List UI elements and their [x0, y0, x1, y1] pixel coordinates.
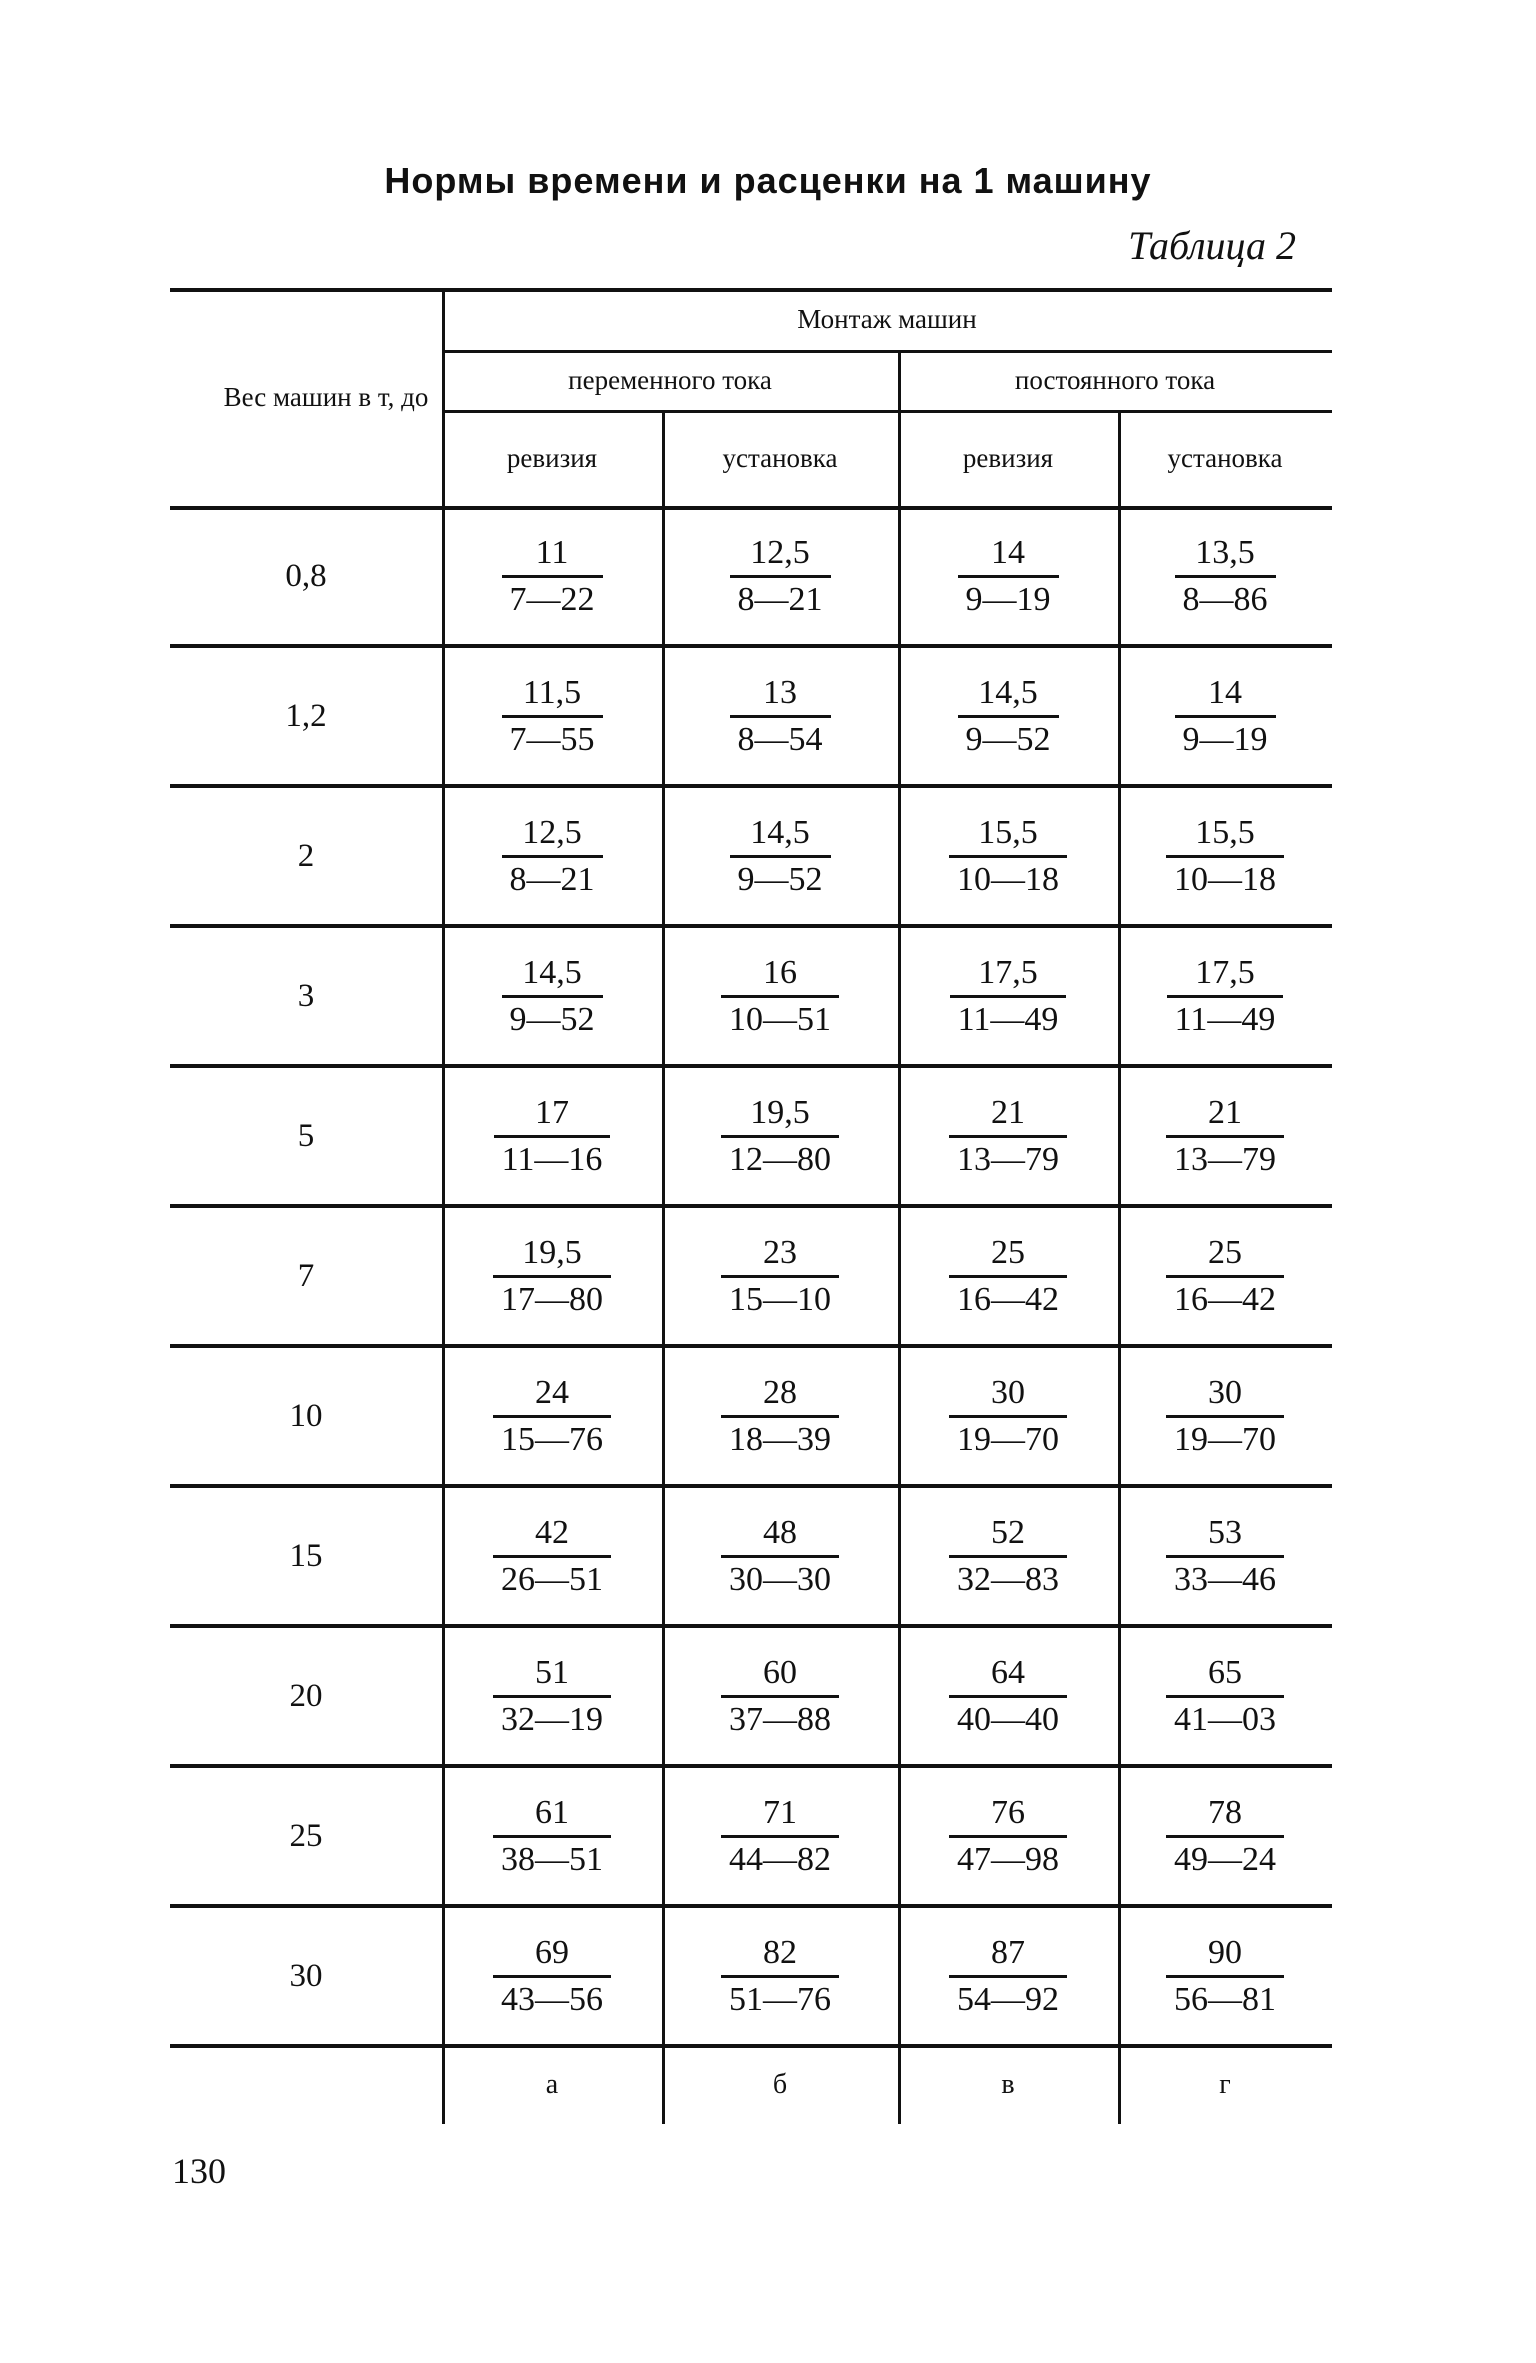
weight-label: 25	[289, 1817, 323, 1854]
norm-price-fraction	[1166, 1794, 1284, 1878]
price-rate: 7—22	[502, 575, 603, 618]
time-norm: 17	[535, 1094, 569, 1132]
norm-price-fraction	[1175, 674, 1276, 758]
price-rate: 8—54	[730, 715, 831, 758]
price-rate: 56—81	[1166, 1975, 1284, 2018]
table-cell	[442, 646, 662, 786]
table-cell	[662, 926, 898, 1066]
price-rate: 32—19	[493, 1695, 611, 1738]
table-cell	[442, 1906, 662, 2046]
time-norm: 87	[991, 1934, 1025, 1972]
table-cell	[662, 786, 898, 926]
norm-price-fraction	[721, 1654, 839, 1738]
weight-label: 15	[289, 1537, 323, 1574]
norm-price-fraction	[1166, 1654, 1284, 1738]
price-rate: 15—76	[493, 1415, 611, 1458]
norm-price-fraction	[1166, 1934, 1284, 2018]
page-title: Нормы времени и расценки на 1 машину	[384, 160, 1152, 201]
table-cell	[1118, 506, 1332, 646]
time-norm: 21	[991, 1094, 1025, 1132]
norm-price-fraction	[493, 1794, 611, 1878]
time-norm: 30	[1208, 1374, 1242, 1412]
price-rate: 8—21	[730, 575, 831, 618]
time-norm: 14,5	[522, 954, 582, 992]
table-cell	[898, 1346, 1118, 1486]
time-norm: 82	[763, 1934, 797, 1972]
norm-price-fraction	[493, 1234, 611, 1318]
norm-price-fraction	[1166, 1514, 1284, 1598]
time-norm: 52	[991, 1514, 1025, 1552]
norms-table	[170, 288, 1332, 2122]
table-cell	[898, 1766, 1118, 1906]
table-cell	[442, 1206, 662, 1346]
table-cell	[898, 926, 1118, 1066]
time-norm: 15,5	[1195, 814, 1255, 852]
norm-price-fraction	[949, 1794, 1067, 1878]
price-rate: 32—83	[949, 1555, 1067, 1598]
norm-price-fraction	[730, 534, 831, 618]
time-norm: 11	[535, 534, 569, 572]
norm-price-fraction	[721, 1234, 839, 1318]
time-norm: 14	[1208, 674, 1242, 712]
price-rate: 7—55	[502, 715, 603, 758]
price-rate: 43—56	[493, 1975, 611, 2018]
weight-label: 2	[297, 837, 315, 874]
table-cell	[898, 1206, 1118, 1346]
table-cell	[1118, 1626, 1332, 1766]
column-letter: а	[545, 2069, 559, 2100]
time-norm: 19,5	[522, 1234, 582, 1272]
row-header: Вес машин в т, до	[223, 381, 429, 412]
norm-price-fraction	[502, 954, 603, 1038]
price-rate: 16—42	[949, 1275, 1067, 1318]
table-cell	[662, 506, 898, 646]
norm-price-fraction	[949, 1654, 1067, 1738]
norm-price-fraction	[1166, 1094, 1284, 1178]
norm-price-fraction	[949, 1374, 1067, 1458]
price-rate: 9—52	[730, 855, 831, 898]
price-rate: 9—52	[958, 715, 1059, 758]
table-cell	[662, 1486, 898, 1626]
price-rate: 11—49	[950, 995, 1067, 1038]
table-cell	[1118, 1066, 1332, 1206]
price-rate: 10—18	[949, 855, 1067, 898]
column-header: установка	[722, 442, 838, 473]
norm-price-fraction	[1167, 954, 1284, 1038]
price-rate: 16—42	[1166, 1275, 1284, 1318]
price-rate: 12—80	[721, 1135, 839, 1178]
norm-price-fraction	[730, 674, 831, 758]
table-cell	[442, 786, 662, 926]
time-norm: 19,5	[750, 1094, 810, 1132]
table-cell	[898, 1906, 1118, 2046]
norm-price-fraction	[1175, 534, 1276, 618]
price-rate: 13—79	[1166, 1135, 1284, 1178]
table-cell	[442, 1486, 662, 1626]
norm-price-fraction	[1166, 814, 1284, 898]
time-norm: 71	[763, 1794, 797, 1832]
time-norm: 28	[763, 1374, 797, 1412]
time-norm: 69	[535, 1934, 569, 1972]
weight-label: 10	[289, 1397, 323, 1434]
weight-label: 30	[289, 1957, 323, 1994]
time-norm: 24	[535, 1374, 569, 1412]
time-norm: 14	[991, 534, 1025, 572]
time-norm: 65	[1208, 1654, 1242, 1692]
table-cell	[898, 1626, 1118, 1766]
weight-label: 0,8	[285, 557, 327, 594]
price-rate: 11—16	[494, 1135, 611, 1178]
norm-price-fraction	[958, 534, 1059, 618]
table-cell	[662, 1066, 898, 1206]
price-rate: 8—21	[502, 855, 603, 898]
price-rate: 9—19	[1175, 715, 1276, 758]
time-norm: 14,5	[750, 814, 810, 852]
price-rate: 44—82	[721, 1835, 839, 1878]
price-rate: 33—46	[1166, 1555, 1284, 1598]
time-norm: 17,5	[978, 954, 1038, 992]
price-rate: 41—03	[1166, 1695, 1284, 1738]
table-cell	[442, 926, 662, 1066]
norm-price-fraction	[493, 1514, 611, 1598]
norm-price-fraction	[721, 1514, 839, 1598]
norm-price-fraction	[1166, 1374, 1284, 1458]
time-norm: 53	[1208, 1514, 1242, 1552]
table-cell	[898, 1066, 1118, 1206]
table-cell	[662, 1206, 898, 1346]
norm-price-fraction	[721, 1094, 839, 1178]
norm-price-fraction	[949, 814, 1067, 898]
price-rate: 10—18	[1166, 855, 1284, 898]
norm-price-fraction	[1166, 1234, 1284, 1318]
column-letter: в	[1001, 2069, 1015, 2100]
table-cell	[662, 1626, 898, 1766]
price-rate: 49—24	[1166, 1835, 1284, 1878]
column-header: ревизия	[506, 442, 598, 473]
table-cell	[1118, 786, 1332, 926]
time-norm: 64	[991, 1654, 1025, 1692]
table-cell	[1118, 1906, 1332, 2046]
time-norm: 15,5	[978, 814, 1038, 852]
table-cell	[442, 1626, 662, 1766]
norm-price-fraction	[950, 954, 1067, 1038]
price-rate: 54—92	[949, 1975, 1067, 2018]
table-cell	[662, 646, 898, 786]
table-cell	[1118, 646, 1332, 786]
table-cell	[1118, 1346, 1332, 1486]
weight-label: 3	[297, 977, 315, 1014]
norm-price-fraction	[730, 814, 831, 898]
norm-price-fraction	[949, 1234, 1067, 1318]
time-norm: 13	[763, 674, 797, 712]
time-norm: 12,5	[750, 534, 810, 572]
table-cell	[898, 1486, 1118, 1626]
time-norm: 60	[763, 1654, 797, 1692]
time-norm: 76	[991, 1794, 1025, 1832]
time-norm: 23	[763, 1234, 797, 1272]
time-norm: 25	[1208, 1234, 1242, 1272]
price-rate: 10—51	[721, 995, 839, 1038]
price-rate: 13—79	[949, 1135, 1067, 1178]
table-cell	[1118, 1766, 1332, 1906]
norm-price-fraction	[493, 1934, 611, 2018]
norm-price-fraction	[721, 1794, 839, 1878]
price-rate: 9—19	[958, 575, 1059, 618]
column-header: ревизия	[962, 442, 1054, 473]
table-cell	[1118, 1486, 1332, 1626]
time-norm: 51	[535, 1654, 569, 1692]
time-norm: 13,5	[1195, 534, 1255, 572]
table-cell	[898, 506, 1118, 646]
price-rate: 37—88	[721, 1695, 839, 1738]
time-norm: 25	[991, 1234, 1025, 1272]
table-cell	[898, 646, 1118, 786]
norm-price-fraction	[493, 1374, 611, 1458]
price-rate: 47—98	[949, 1835, 1067, 1878]
weight-label: 1,2	[285, 697, 327, 734]
price-rate: 18—39	[721, 1415, 839, 1458]
column-letter: г	[1219, 2069, 1231, 2100]
norm-price-fraction	[493, 1654, 611, 1738]
column-header: установка	[1167, 442, 1283, 473]
group-header: Монтаж машин	[797, 303, 977, 334]
table-label: Таблица 2	[1128, 223, 1296, 268]
time-norm: 11,5	[522, 674, 582, 712]
time-norm: 90	[1208, 1934, 1242, 1972]
norm-price-fraction	[721, 954, 839, 1038]
price-rate: 30—30	[721, 1555, 839, 1598]
time-norm: 21	[1208, 1094, 1242, 1132]
subgroup-header-ac: переменного тока	[568, 364, 772, 395]
time-norm: 78	[1208, 1794, 1242, 1832]
time-norm: 14,5	[978, 674, 1038, 712]
price-rate: 51—76	[721, 1975, 839, 2018]
subgroup-header-dc: постоянного тока	[1014, 364, 1216, 395]
time-norm: 61	[535, 1794, 569, 1832]
table-cell	[1118, 1206, 1332, 1346]
table-cell	[442, 506, 662, 646]
time-norm: 42	[535, 1514, 569, 1552]
price-rate: 40—40	[949, 1695, 1067, 1738]
weight-label: 5	[297, 1117, 315, 1154]
price-rate: 19—70	[949, 1415, 1067, 1458]
table-cell	[662, 1906, 898, 2046]
table-cell	[442, 1346, 662, 1486]
price-rate: 15—10	[721, 1275, 839, 1318]
price-rate: 11—49	[1167, 995, 1284, 1038]
time-norm: 17,5	[1195, 954, 1255, 992]
column-letter: б	[772, 2069, 788, 2100]
table-cell	[1118, 926, 1332, 1066]
price-rate: 8—86	[1175, 575, 1276, 618]
price-rate: 19—70	[1166, 1415, 1284, 1458]
price-rate: 38—51	[493, 1835, 611, 1878]
price-rate: 17—80	[493, 1275, 611, 1318]
norm-price-fraction	[721, 1934, 839, 2018]
time-norm: 12,5	[522, 814, 582, 852]
norm-price-fraction	[721, 1374, 839, 1458]
table-cell	[898, 786, 1118, 926]
time-norm: 48	[763, 1514, 797, 1552]
table-cell	[442, 1766, 662, 1906]
weight-label: 20	[289, 1677, 323, 1714]
time-norm: 30	[991, 1374, 1025, 1412]
weight-label: 7	[297, 1257, 315, 1294]
table-cell	[662, 1346, 898, 1486]
norm-price-fraction	[494, 1094, 611, 1178]
norm-price-fraction	[958, 674, 1059, 758]
norm-price-fraction	[502, 674, 603, 758]
norm-price-fraction	[949, 1514, 1067, 1598]
time-norm: 16	[763, 954, 797, 992]
norm-price-fraction	[949, 1094, 1067, 1178]
norm-price-fraction	[502, 814, 603, 898]
page-number: 130	[172, 2151, 226, 2191]
table-cell	[662, 1766, 898, 1906]
price-rate: 26—51	[493, 1555, 611, 1598]
price-rate: 9—52	[502, 995, 603, 1038]
norm-price-fraction	[502, 534, 603, 618]
norm-price-fraction	[949, 1934, 1067, 2018]
table-cell	[442, 1066, 662, 1206]
